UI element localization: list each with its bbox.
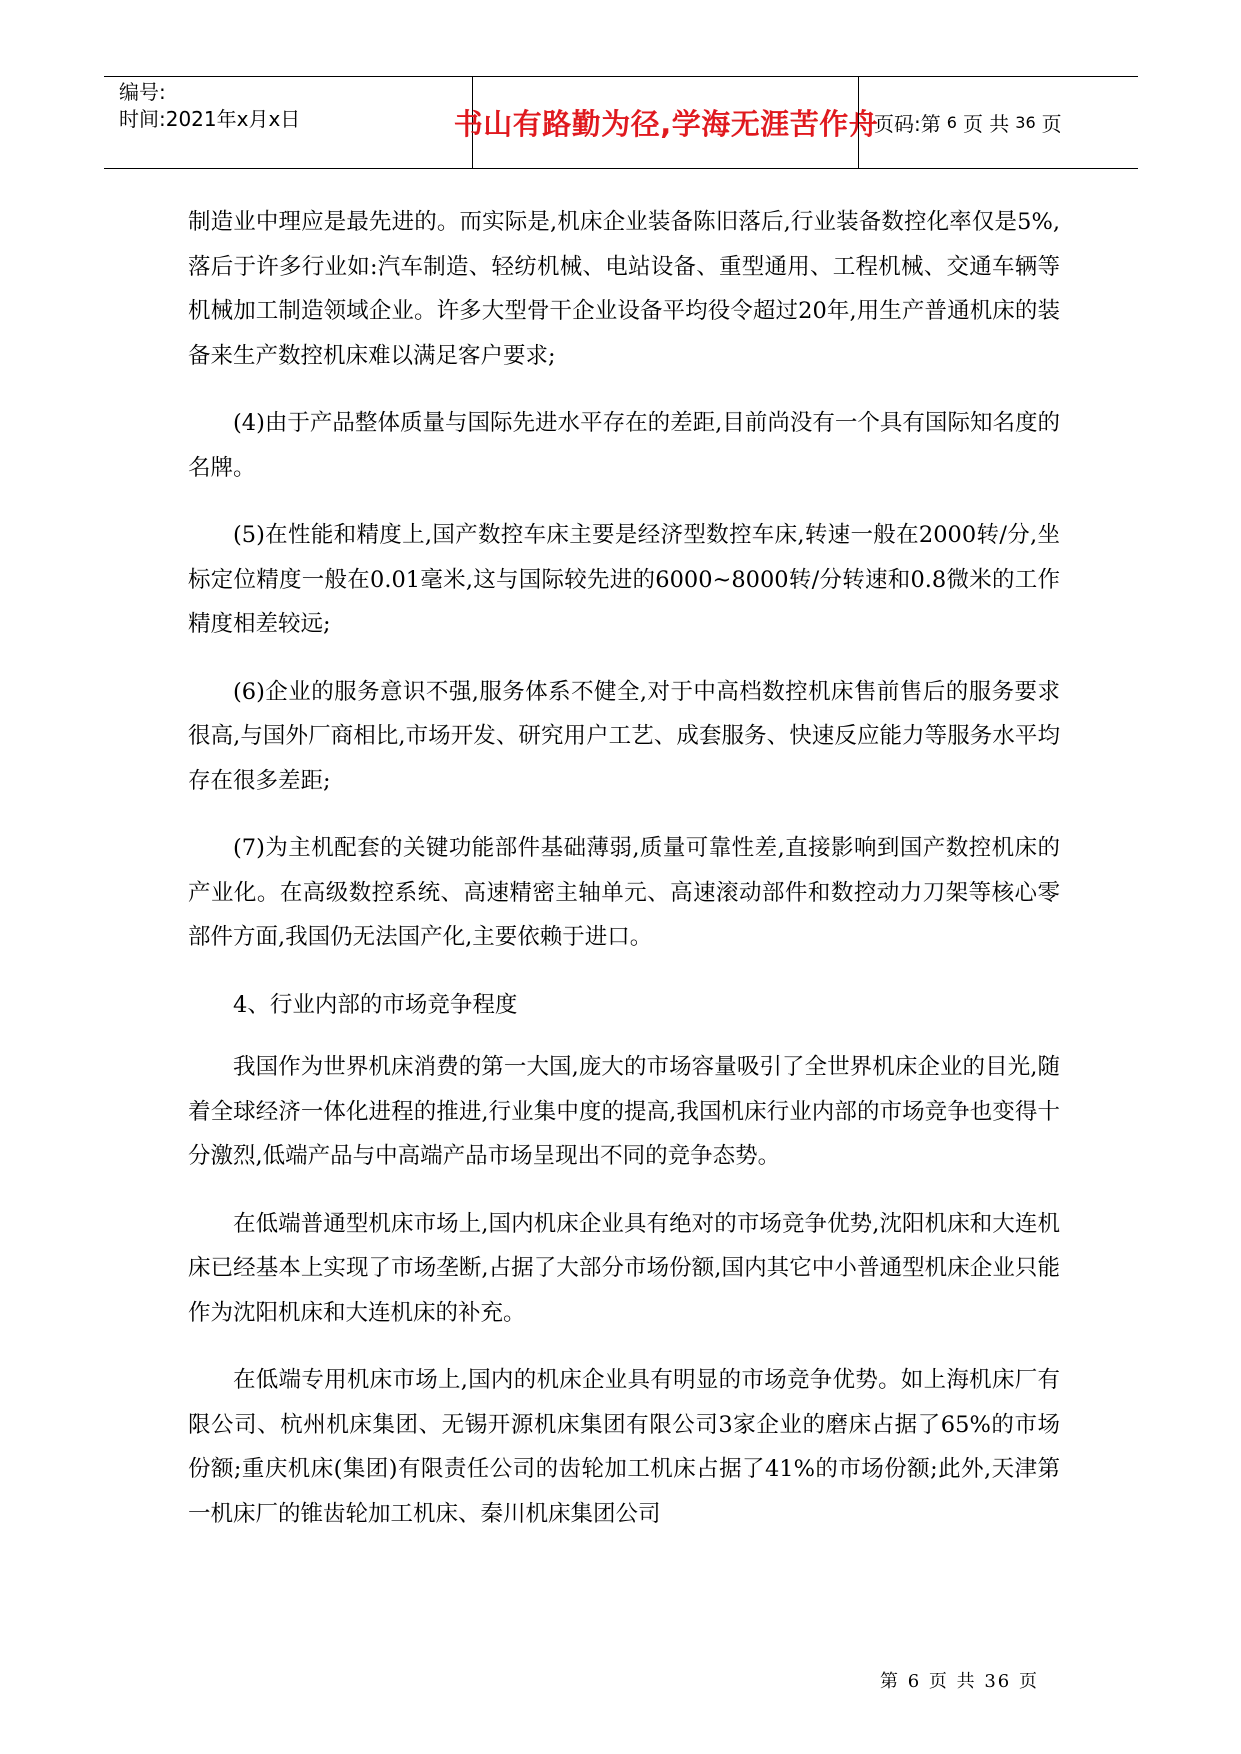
page-footer: 第 6 页 共 36 页 bbox=[880, 1671, 1039, 1692]
header-page-current: 6 bbox=[946, 113, 957, 132]
header-page-prefix: 页码:第 bbox=[874, 112, 941, 136]
paragraph-market-overview: 我国作为世界机床消费的第一大国,庞大的市场容量吸引了全世界机床企业的目光,随着全球经济一体化进程的推进,行业集中度的提高,我国机床行业内部的市场竞争也变得十分激烈,低端产品与中高端产品市场呈现出不同的竞争态势。 bbox=[188, 1054, 1060, 1169]
header-page-total: 36 bbox=[1015, 113, 1036, 132]
paragraph-continued: 制造业中理应是最先进的。而实际是,机床企业装备陈旧落后,行业装备数控化率仅是5%,落后于许多行业如:汽车制造、轻纺机械、电站设备、重型通用、工程机械、交通车辆等机械加工制造领域企业。许多大型骨干企业设备平均役令超过20年,用生产普通机床的装备来生产数控机床难以满足客户要求; bbox=[188, 209, 1060, 369]
document-time-label: 时间:2021年x月x日 bbox=[119, 107, 301, 131]
header-divider-right bbox=[858, 77, 859, 168]
header-page-suffix: 页 bbox=[1041, 112, 1062, 136]
paragraph-low-end-special: 在低端专用机床市场上,国内的机床企业具有明显的市场竞争优势。如上海机床厂有限公司、杭州机床集团、无锡开源机床集团有限公司3家企业的磨床占据了65%的市场份额;重庆机床(集团)有限责任公司的齿轮加工机床占据了41%的市场份额;此外,天津第一机床厂的锥齿轮加工机床、秦川机床集团公司 bbox=[188, 1367, 1060, 1527]
document-code-label: 编号: bbox=[119, 80, 166, 104]
section-heading: 4、行业内部的市场竞争程度 bbox=[233, 991, 518, 1018]
header-page-mid: 页 共 bbox=[962, 112, 1010, 136]
header-motto: 书山有路勤为径,学海无涯苦作舟 bbox=[453, 107, 879, 141]
paragraph-item-4: (4)由于产品整体质量与国际先进水平存在的差距,目前尚没有一个具有国际知名度的名牌。 bbox=[188, 410, 1060, 481]
document-body bbox=[188, 200, 1060, 1559]
header-page-indicator bbox=[874, 77, 1062, 168]
header-meta bbox=[119, 77, 474, 168]
paragraph-item-5: (5)在性能和精度上,国产数控车床主要是经济型数控车床,转速一般在2000转/分,坐标定位精度一般在0.01毫米,这与国际较先进的6000~8000转/分转速和0.8微米的工作精度相差较远; bbox=[188, 522, 1060, 637]
paragraph-item-6: (6)企业的服务意识不强,服务体系不健全,对于中高档数控机床售前售后的服务要求很高,与国外厂商相比,市场开发、研究用户工艺、成套服务、快速反应能力等服务水平均存在很多差距; bbox=[188, 678, 1060, 794]
page-header bbox=[104, 76, 1138, 169]
paragraph-low-end-general: 在低端普通型机床市场上,国内机床企业具有绝对的市场竞争优势,沈阳机床和大连机床已经基本上实现了市场垄断,占据了大部分市场份额,国内其它中小普通型机床企业只能作为沈阳机床和大连机床的补充。 bbox=[188, 1210, 1060, 1326]
paragraph-item-7: (7)为主机配套的关键功能部件基础薄弱,质量可靠性差,直接影响到国产数控机床的产业化。在高级数控系统、高速精密主轴单元、高速滚动部件和数控动力刀架等核心零部件方面,我国仍无法国产化,主要依赖于进口。 bbox=[188, 835, 1060, 950]
